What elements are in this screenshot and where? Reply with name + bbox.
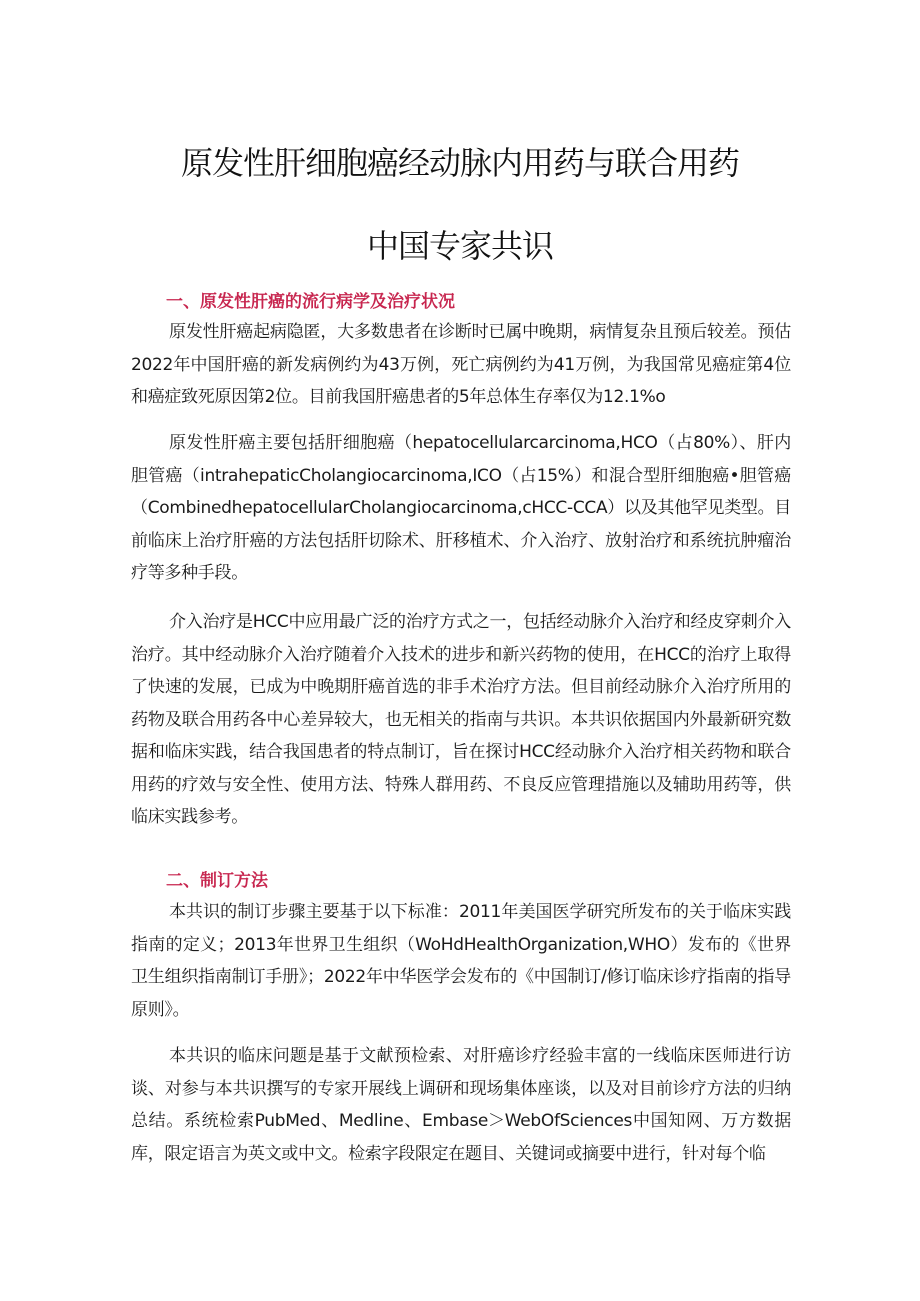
paragraph: 原发性肝癌主要包括肝细胞癌（hepatocellularcarcinoma,HCO（占80%）、肝内胆管癌（intrahepaticCholangiocarcinoma,ICO（占15%）和混合型肝细胞癌•胆管癌（CombinedhepatocellularCholangiocarcinoma,cHCC-CCA）以及其他罕见类型。目前临床上治疗肝癌的方法包括肝切除术、肝移植术、介入治疗、放射治疗和系统抗肿瘤治疗等多种手段。	[131, 433, 791, 583]
paragraph: 本共识的制订步骤主要基于以下标准：2011年美国医学研究所发布的关于临床实践指南的定义；2013年世界卫生组织（WoHdHealthOrganization,WHO）发布的《世界卫生组织指南制订手册》；2022年中华医学会发布的《中国制订/修订临床诊疗指南的指导原则》。	[131, 902, 791, 1020]
section-heading-epidemiology: 一、原发性肝癌的流行病学及治疗状况	[166, 292, 455, 312]
document-title: 原发性肝细胞癌经动脉内用药与联合用药	[180, 144, 739, 182]
paragraph: 本共识的临床问题是基于文献预检索、对肝癌诊疗经验丰富的一线临床医师进行访谈、对参与本共识撰写的专家开展线上调研和现场集体座谈，以及对目前诊疗方法的归纳总结。系统检索PubMed、Medline、Embase＞WebOfSciences中国知网、万方数据库，限定语言为英文或中文。检索字段限定在题目、关键词或摘要中进行，针对每个临	[131, 1046, 791, 1164]
paragraph: 介入治疗是HCC中应用最广泛的治疗方式之一，包括经动脉介入治疗和经皮穿刺介入治疗。其中经动脉介入治疗随着介入技术的进步和新兴药物的使用，在HCC的治疗上取得了快速的发展，已成为中晚期肝癌首选的非手术治疗方法。但目前经动脉介入治疗所用的药物及联合用药各中心差异较大，也无相关的指南与共识。本共识依据国内外最新研究数据和临床实践，结合我国患者的特点制订，旨在探讨HCC经动脉介入治疗相关药物和联合用药的疗效与安全性、使用方法、特殊人群用药、不良反应管理措施以及辅助用药等，供临床实践参考。	[131, 612, 791, 827]
section-heading-methods: 二、制订方法	[166, 871, 268, 891]
document-subtitle: 中国专家共识	[366, 227, 553, 265]
paragraph: 原发性肝癌起病隐匿，大多数患者在诊断时已属中晚期，病情复杂且预后较差。预估2022年中国肝癌的新发病例约为43万例，死亡病例约为41万例，为我国常见癌症第4位和癌症致死原因第2位。目前我国肝癌患者的5年总体生存率仅为12.1%o	[131, 322, 791, 407]
